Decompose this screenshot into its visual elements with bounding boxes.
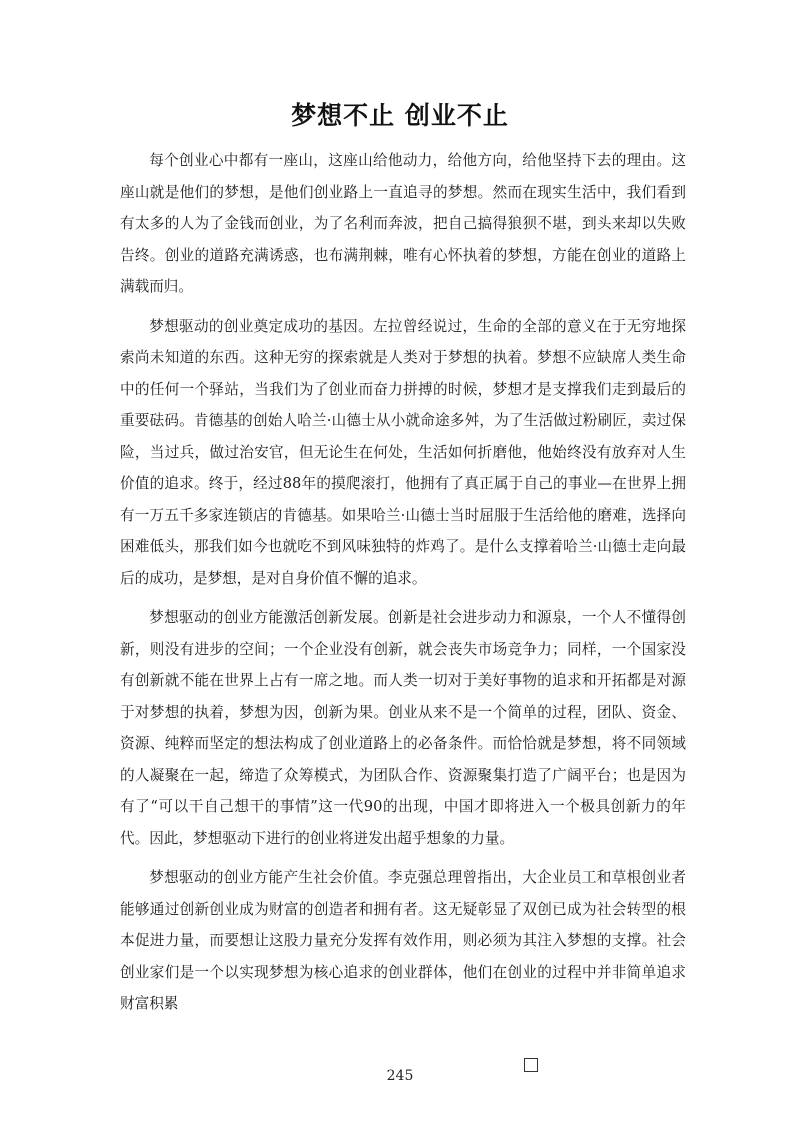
body-text [120, 145, 686, 1028]
page-number: 245 [386, 1068, 414, 1084]
page-title: 梦想不止 创业不止 [291, 101, 509, 130]
paragraph: 每个创业心中都有一座山，这座山给他动力，给他方向，给他坚持下去的理由。这座山就是他们的梦想，是他们创业路上一直追寻的梦想。然而在现实生活中，我们看到有太多的人为了金钱而创业，为了名利而奔波，把自己搞得狼狈不堪，到头来却以失败告终。创业的道路充满诱惑，也布满荆棘，唯有心怀执着的梦想，方能在创业的道路上满载而归。 [120, 152, 686, 295]
paragraph: 梦想驱动的创业方能激活创新发展。创新是社会进步动力和源泉，一个人不懂得创新，则没有进步的空间；一个企业没有创新，就会丧失市场竞争力；同样，一个国家没有创新就不能在世界上占有一席之地。而人类一切对于美好事物的追求和开拓都是对源于对梦想的执着，梦想为因，创新为果。创业从来不是一个简单的过程，团队、资金、资源、纯粹而坚定的想法构成了创业道路上的必备条件。而恰恰就是梦想，将不同领域的人凝聚在一起，缔造了众筹模式，为团队合作、资源聚集打造了广阔平台；也是因为有了“可以干自己想干的事情”这一代90的出现，中国才即将进入一个极具创新力的年代。因此，梦想驱动下进行的创业将迸发出超乎想象的力量。 [120, 609, 686, 847]
paragraph: 梦想驱动的创业方能产生社会价值。李克强总理曾指出，大企业员工和草根创业者能够通过创新创业成为财富的创造者和拥有者。这无疑彰显了双创已成为社会转型的根本促进力量，而要想让这股力量充分发挥有效作用，则必须为其注入梦想的支撑。社会创业家们是一个以实现梦想为核心追求的创业群体，他们在创业的过程中并非简单追求财富积累 [120, 869, 686, 1012]
paragraph: 梦想驱动的创业奠定成功的基因。左拉曾经说过，生命的全部的意义在于无穷地探索尚未知道的东西。这种无穷的探索就是人类对于梦想的执着。梦想不应缺席人类生命中的任何一个驿站，当我们为了创业而奋力拼搏的时候，梦想才是支撑我们走到最后的重要砝码。肯德基的创始人哈兰·山德士从小就命途多舛，为了生活做过粉刷匠，卖过保险，当过兵，做过治安官，但无论生在何处，生活如何折磨他，他始终没有放弃对人生价值的追求。终于，经过88年的摸爬滚打，他拥有了真正属于自己的事业—在世界上拥有一万五千多家连锁店的肯德基。如果哈兰·山德士当时屈服于生活给他的磨难，选择向困难低头，那我们如今也就吃不到风味独特的炸鸡了。是什么支撑着哈兰·山德士走向最后的成功，是梦想，是对自身价值不懈的追求。 [120, 317, 686, 587]
checkbox-glyph-icon [524, 1058, 538, 1072]
